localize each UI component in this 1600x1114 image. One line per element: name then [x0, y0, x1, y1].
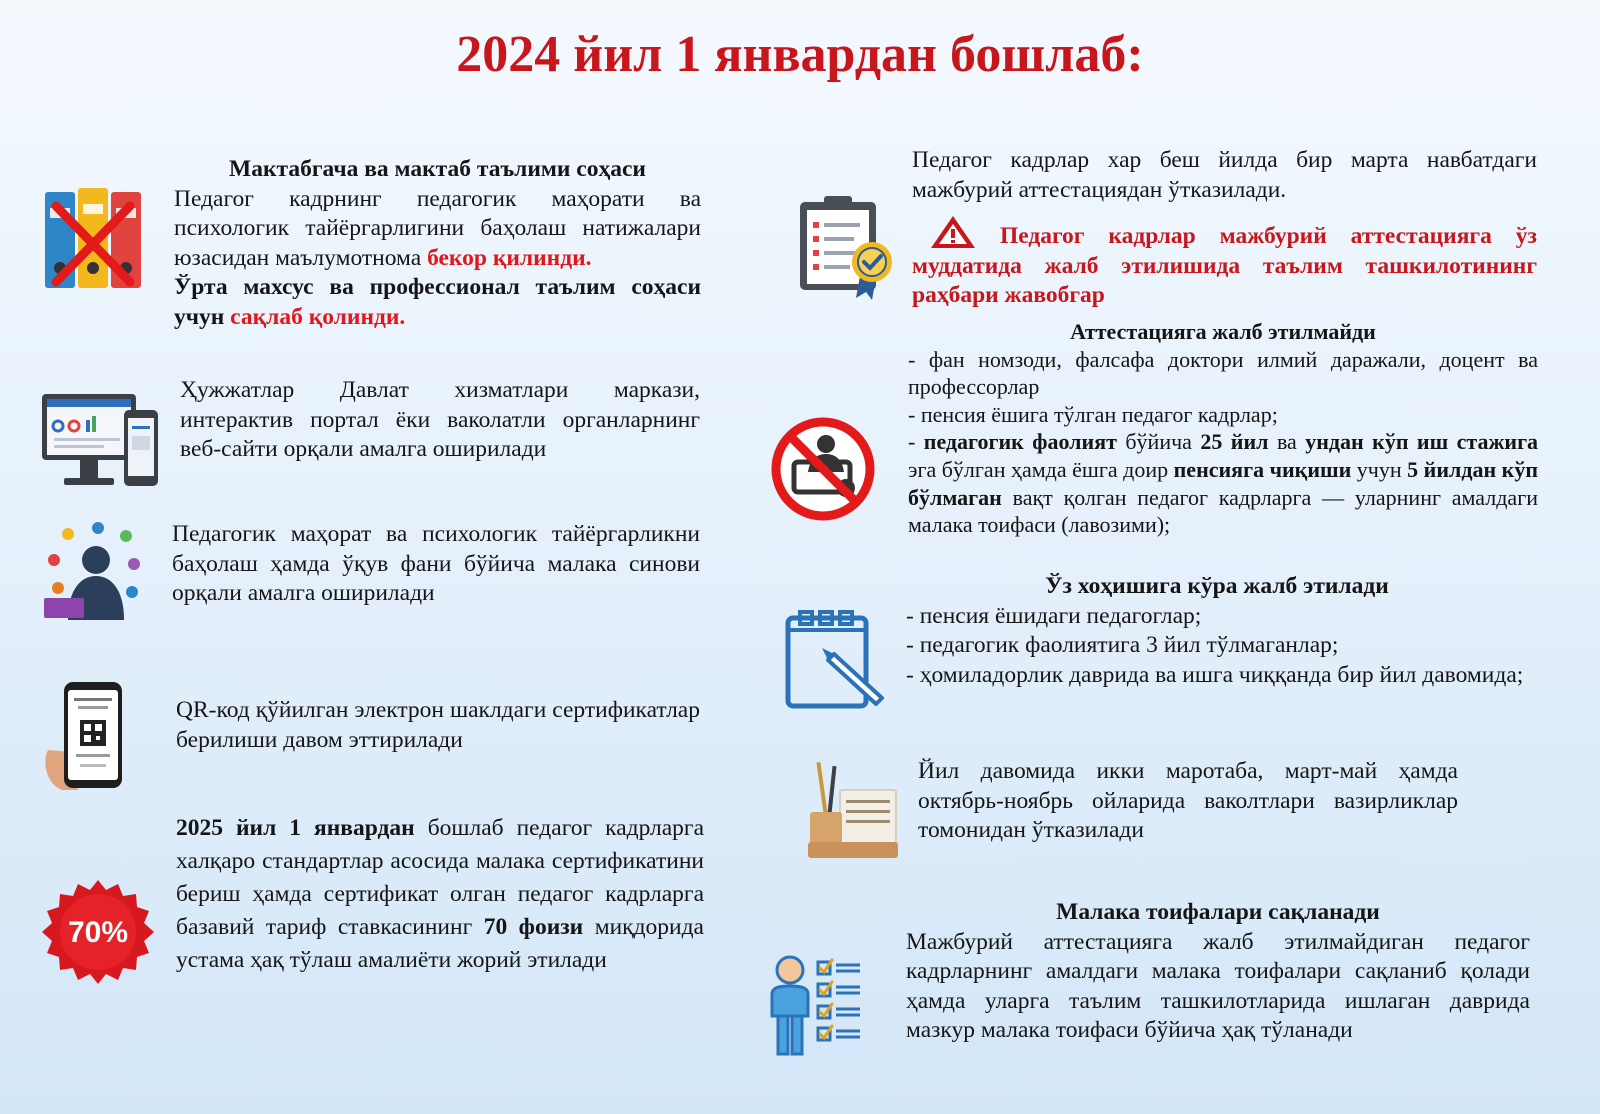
vocational-text: Ўрта махсус ва профессионал таълим соҳаси учун — [174, 274, 701, 330]
voluntary-heading: Ўз хоҳишига кўра жалб этилади — [1045, 573, 1389, 599]
cancelled-binders-icon — [42, 186, 146, 294]
2025-text2: миқдорида устама ҳақ тўлаш амалиёти жорий этилади — [176, 914, 704, 973]
preschool-block — [174, 155, 701, 332]
2025-text1: бошлаб педагог кадрларга халқаро стандартлар асосида малака сертификатини бериш ҳамда сертификат олган педагог кадрларга базавий тариф ставкасининг — [176, 815, 705, 940]
clipboard-certificate-icon — [796, 192, 904, 300]
preschool-heading: Мактабгача ва мактаб таълими соҳаси — [229, 156, 646, 182]
services-text: Ҳужжатлар Давлат хизматлари маркази, интерактив портал ёки ваколатли органларнинг веб-сайти орқали амалга оширилади — [180, 377, 700, 462]
thinking-person-icon — [38, 520, 148, 620]
page-title: 2024 йил 1 январдан бошлаб: — [456, 26, 1144, 83]
attestation-text: Педагог кадрлар хар беш йилда бир марта навбатдаги мажбурий аттестациядан ўтказилади. — [912, 147, 1537, 203]
seventy-percent-badge-icon — [40, 878, 156, 986]
not-involved-item-3: - педагогик фаолият бўйича 25 йил ва ундан кўп иш стажига эга бўлган ҳамда ёшга доир пенсияга чиқиши учун 5 йилдан кўп бўлмаган вақт қолган педагог кадрларга — уларнинг амалдаги малака тоифаси (лавозими); — [908, 429, 1539, 538]
schedule-text: Йил давомида икки маротаба, март-май ҳамда октябрь-ноябрь ойларида ваколтлари вазирликлар томонидан ўтказилади — [918, 758, 1458, 843]
person-checklist-icon — [770, 954, 862, 1058]
qr-text: QR-код қўйилган электрон шаклдаги сертификатлар берилиши давом эттирилади — [176, 697, 700, 753]
2025-percent: 70 фоизи — [483, 914, 584, 940]
services-block — [180, 376, 700, 465]
categories-text: Мажбурий аттестацияга жалб этилмайдиган педагог кадрларнинг амалдаги малака тоифалари сақланиб қолади ҳамда уларга таълим ташкилотларида ишлаган даврида мазкур малака тоифаси бўйича ҳақ тўланади — [906, 928, 1530, 1043]
2025-date: 2025 йил 1 январдан — [176, 815, 415, 841]
not-involved-heading: Аттестацияга жалб этилмайди — [1070, 319, 1376, 344]
voluntary-item-3: - ҳомиладорлик даврида ва ишга чиққанда бир йил давомида; — [906, 661, 1524, 688]
vocational-kept: сақлаб қолинди. — [230, 303, 406, 330]
preschool-text: Педагог кадрнинг педагогик маҳорати ва психологик тайёргарлигини баҳолаш натижалари юзасидан маълумотнома — [174, 185, 701, 271]
assessment-text: Педагогик маҳорат ва психологик тайёргарликни баҳолаш ҳамда ўқув фани бўйича малака синови орқали амалга оширилади — [172, 521, 700, 606]
qr-phone-icon — [42, 680, 134, 792]
attestation-block — [912, 146, 1537, 311]
categories-block — [906, 898, 1530, 1046]
voluntary-block — [906, 572, 1528, 690]
badge-text: 70% — [67, 916, 129, 949]
warning-icon — [930, 215, 976, 249]
warning-text: Педагог кадрлар мажбурий аттестацияга ўз муддатида жалб этилишида таълим ташкилотининг раҳбари жавобгар — [912, 223, 1537, 308]
desk-calendar-icon — [806, 760, 902, 862]
voluntary-item-1: - пенсия ёшидаги педагоглар; — [906, 602, 1202, 629]
categories-heading: Малака тоифалари сақланади — [1056, 899, 1380, 925]
notepad-pen-icon — [784, 610, 888, 712]
not-involved-item-2: - пенсия ёшига тўлган педагог кадрлар; — [908, 401, 1278, 427]
computer-phone-icon — [40, 390, 160, 496]
assessment-block — [172, 520, 700, 609]
not-involved-block — [908, 318, 1538, 539]
schedule-block — [918, 757, 1458, 846]
not-involved-item-1: - фан номзоди, фалсафа доктори илмий даражали, доцент ва профессорлар — [908, 346, 1538, 400]
qr-block — [176, 696, 700, 755]
preschool-cancelled: бекор қилинди. — [427, 244, 592, 271]
2025-block — [176, 812, 704, 977]
prohibited-icon — [768, 414, 878, 524]
voluntary-item-2: - педагогик фаолиятига 3 йил тўлмаганлар; — [906, 632, 1339, 658]
